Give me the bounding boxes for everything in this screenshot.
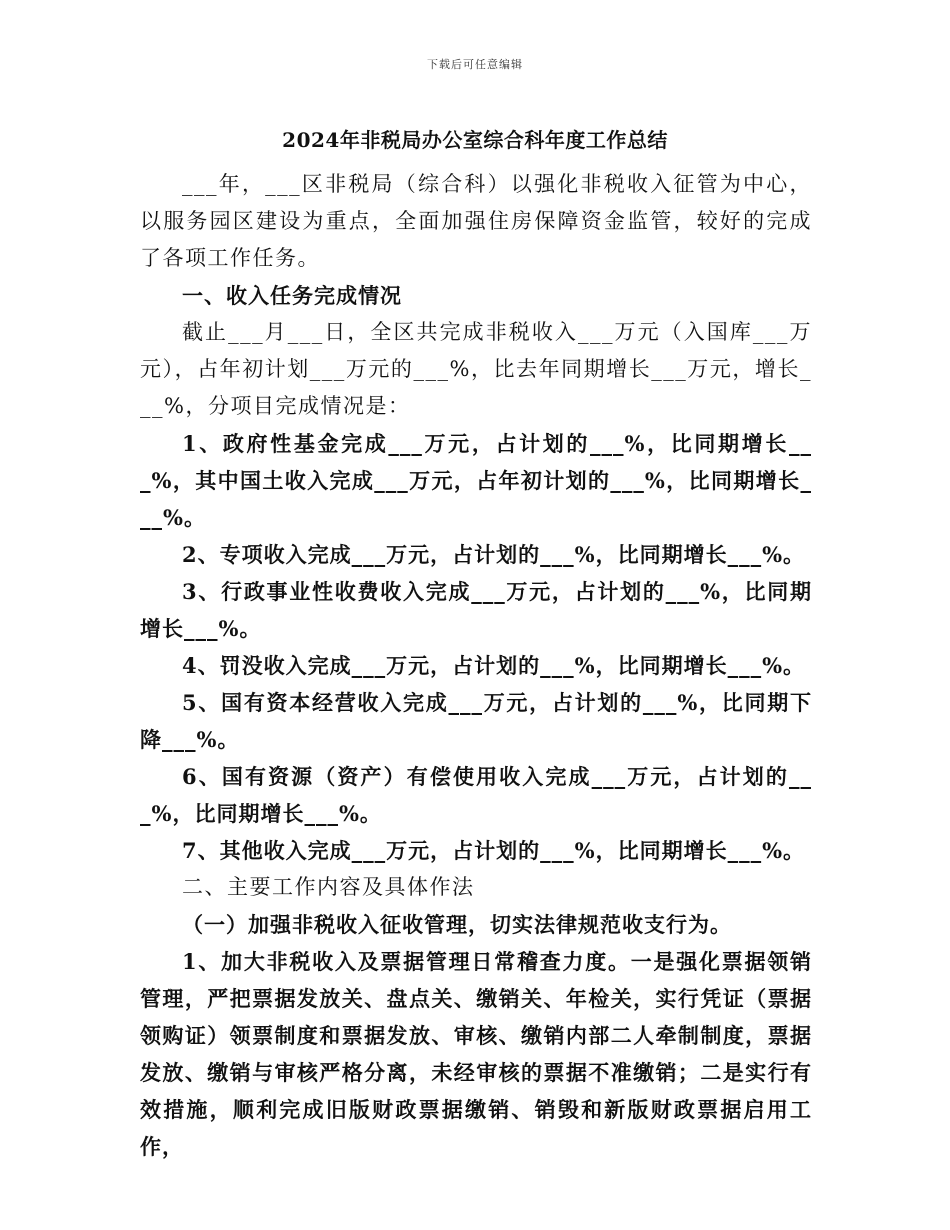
paragraph-intro: ___年，___区非税局（综合科）以强化非税收入征管为中心，以服务园区建设为重点，全面加强住房保障资金监管，较好的完成了各项工作任务。 bbox=[140, 172, 812, 270]
document-title: 2024年非税局办公室综合科年度工作总结 bbox=[282, 128, 668, 152]
paragraph-ticket-management: 1、加大非税收入及票据管理日常稽查力度。一是强化票据领销管理，严把票据发放关、盘点关、缴销关、年检关，实行凭证（票据领购证）领票制度和票据发放、审核、缴销内部二人牵制制度，票据发放、缴销与审核严格分离，未经审核的票据不准缴销；二是实行有效措施，顺利完成旧版财政票据缴销、销毁和新版财政票据启用工作， bbox=[140, 949, 812, 1159]
paragraph-item-2: 2、专项收入完成___万元，占计划的___%，比同期增长___%。 bbox=[182, 542, 806, 567]
paragraph-item-5: 5、国有资本经营收入完成___万元，占计划的___%，比同期下降___%。 bbox=[140, 690, 812, 752]
document-body bbox=[140, 166, 812, 1165]
header-note: 下载后可任意编辑 bbox=[427, 58, 523, 71]
section-heading-2: 二、主要工作内容及具体作法 bbox=[182, 875, 475, 899]
paragraph-item-7: 7、其他收入完成___万元，占计划的___%，比同期增长___%。 bbox=[182, 838, 806, 863]
paragraph-income-summary: 截止___月___日，全区共完成非税收入___万元（入国库___万元），占年初计划___万元的___%，比去年同期增长___万元，增长___%，分项目完成情况是： bbox=[140, 320, 812, 418]
subsection-heading-1: （一）加强非税收入征收管理，切实法律规范收支行为。 bbox=[182, 912, 732, 937]
section-heading-1: 一、收入任务完成情况 bbox=[182, 283, 402, 308]
paragraph-item-6: 6、国有资源（资产）有偿使用收入完成___万元，占计划的___%，比同期增长___%。 bbox=[140, 764, 812, 826]
paragraph-item-3: 3、行政事业性收费收入完成___万元，占计划的___%，比同期增长___%。 bbox=[140, 579, 812, 641]
paragraph-item-1: 1、政府性基金完成___万元，占计划的___%，比同期增长___%，其中国土收入完成___万元，占年初计划的___%，比同期增长___%。 bbox=[140, 431, 812, 530]
paragraph-item-4: 4、罚没收入完成___万元，占计划的___%，比同期增长___%。 bbox=[182, 653, 806, 678]
